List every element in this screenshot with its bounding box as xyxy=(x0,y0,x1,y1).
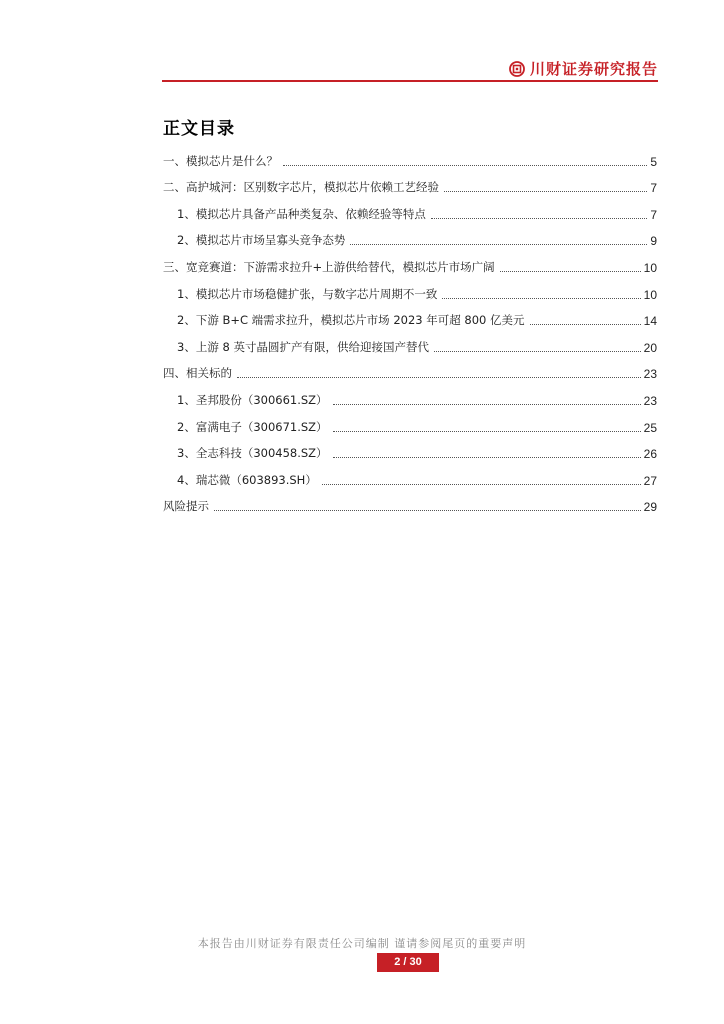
toc-entry[interactable] xyxy=(163,222,657,249)
toc-entry[interactable] xyxy=(163,169,657,196)
toc-leader-dots xyxy=(442,297,640,299)
toc-entry-text: 二、高护城河：区别数字芯片，模拟芯片依赖工艺经验 xyxy=(163,180,439,195)
toc-entry-page: 23 xyxy=(643,393,657,408)
page-indicator: 2 / 30 xyxy=(377,953,439,971)
toc-entry[interactable] xyxy=(163,302,657,329)
toc-entry-page: 9 xyxy=(650,234,657,249)
toc-entry-text: 1、模拟芯片市场稳健扩张，与数字芯片周期不一致 xyxy=(177,286,438,301)
toc-entry[interactable] xyxy=(163,435,657,462)
toc-leader-dots xyxy=(500,270,641,272)
brand-name: 川财证券研究报告 xyxy=(529,60,658,78)
toc-entry-text: 1、模拟芯片具备产品种类复杂、依赖经验等特点 xyxy=(177,206,426,221)
toc-entry-text: 2、下游 B+C 端需求拉升，模拟芯片市场 2023 年可超 800 亿美元 xyxy=(177,313,525,328)
toc-entry-page: 7 xyxy=(650,181,657,196)
toc-entry[interactable] xyxy=(163,381,657,408)
toc-entry[interactable] xyxy=(163,461,657,488)
toc-entry-text: 2、富满电子（300671.SZ） xyxy=(177,419,328,434)
toc-entry[interactable] xyxy=(163,328,657,355)
toc-entry[interactable] xyxy=(163,408,657,435)
toc-leader-dots xyxy=(434,350,641,352)
toc-entry-page: 10 xyxy=(643,260,657,275)
toc-leader-dots xyxy=(431,217,647,219)
toc-entry[interactable] xyxy=(163,355,657,382)
toc-entry-page: 7 xyxy=(650,207,657,222)
toc-entry[interactable] xyxy=(163,488,657,515)
toc-entry-text: 4、瑞芯微（603893.SH） xyxy=(177,472,317,487)
toc-entry-text: 3、上游 8 英寸晶圆扩产有限，供给迎接国产替代 xyxy=(177,339,429,354)
toc-entry-page: 27 xyxy=(643,473,657,488)
toc-entry[interactable] xyxy=(163,142,657,169)
toc-entry-text: 2、模拟芯片市场呈寡头竞争态势 xyxy=(177,233,346,248)
toc-entry[interactable] xyxy=(163,195,657,222)
toc-leader-dots xyxy=(333,403,641,405)
chuancai-logo-icon xyxy=(509,61,525,77)
toc-leader-dots xyxy=(237,376,641,378)
toc-entry-page: 23 xyxy=(643,367,657,382)
page-indicator-underline xyxy=(377,971,439,972)
toc-entry-text: 三、宽竞赛道：下游需求拉升+上游供给替代，模拟芯片市场广阔 xyxy=(163,259,495,274)
table-of-contents xyxy=(163,142,657,514)
toc-entry-page: 10 xyxy=(643,287,657,302)
toc-entry-text: 一、模拟芯片是什么？ xyxy=(163,153,278,168)
toc-leader-dots xyxy=(283,164,647,166)
toc-title: 正文目录 xyxy=(163,119,235,139)
page-header xyxy=(162,56,658,80)
toc-leader-dots xyxy=(444,190,647,192)
toc-leader-dots xyxy=(530,323,641,325)
toc-entry-text: 风险提示 xyxy=(163,499,209,514)
toc-leader-dots xyxy=(350,243,647,245)
toc-entry-page: 20 xyxy=(643,340,657,355)
toc-entry-text: 3、全志科技（300458.SZ） xyxy=(177,446,328,461)
toc-entry-page: 26 xyxy=(643,447,657,462)
toc-leader-dots xyxy=(333,430,641,432)
header-divider xyxy=(162,80,658,82)
toc-entry-page: 5 xyxy=(650,154,657,169)
toc-entry-page: 29 xyxy=(643,500,657,515)
footer-disclaimer: 本报告由川财证券有限责任公司编制 谨请参阅尾页的重要声明 xyxy=(197,937,527,950)
toc-entry-page: 25 xyxy=(643,420,657,435)
toc-leader-dots xyxy=(322,483,641,485)
toc-entry-page: 14 xyxy=(643,314,657,329)
toc-entry-text: 1、圣邦股份（300661.SZ） xyxy=(177,392,328,407)
toc-entry[interactable] xyxy=(163,248,657,275)
brand xyxy=(509,58,658,79)
toc-leader-dots xyxy=(214,509,641,511)
toc-entry-text: 四、相关标的 xyxy=(163,366,232,381)
toc-entry[interactable] xyxy=(163,275,657,302)
toc-leader-dots xyxy=(333,456,641,458)
